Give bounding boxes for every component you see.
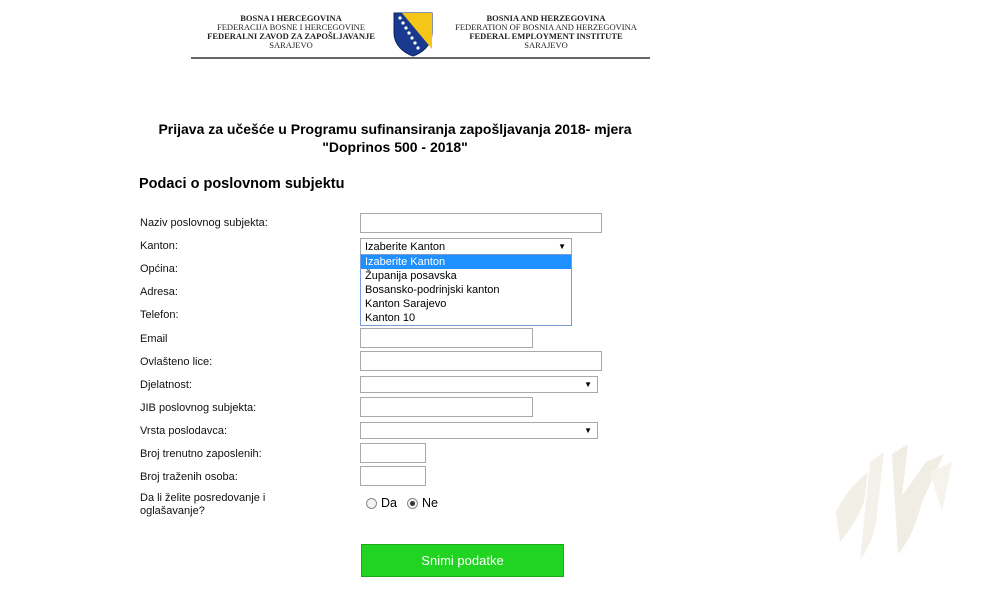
radio-ne[interactable] <box>407 498 418 509</box>
header-right-line: FEDERATION OF BOSNIA AND HERZEGOVINA <box>455 22 637 32</box>
radio-da-label: Da <box>381 496 397 510</box>
radio-ne-label: Ne <box>421 496 438 510</box>
header-divider <box>191 57 650 59</box>
bih-coat-of-arms-icon <box>392 11 434 57</box>
label-djelatnost: Djelatnost: <box>140 379 192 391</box>
watermark-logo-icon <box>826 432 966 572</box>
label-email: Email <box>140 333 168 345</box>
label-opcina: Općina: <box>140 263 178 275</box>
jib-input[interactable] <box>360 397 533 417</box>
naziv-input[interactable] <box>360 213 602 233</box>
kanton-option[interactable]: Bosansko-podrinjski kanton <box>365 284 500 296</box>
vrsta-poslodavca-select[interactable] <box>360 422 598 439</box>
label-vrsta-poslodavca: Vrsta poslodavca: <box>140 425 228 437</box>
title-line-2: "Doprinos 500 - 2018" <box>322 139 468 155</box>
header-right-line: SARAJEVO <box>524 40 568 50</box>
label-broj-trenutno: Broj trenutno zaposlenih: <box>140 448 262 460</box>
submit-button[interactable]: Snimi podatke <box>361 544 564 577</box>
email-input[interactable] <box>360 328 533 348</box>
label-posredovanje-line: Da li želite posredovanje i <box>140 492 266 504</box>
label-jib: JIB poslovnog subjekta: <box>140 402 257 414</box>
kanton-option[interactable]: Kanton Sarajevo <box>365 298 447 310</box>
label-telefon: Telefon: <box>140 309 179 321</box>
broj-trenutno-input[interactable] <box>360 443 426 463</box>
kanton-option[interactable]: Županija posavska <box>365 270 457 282</box>
kanton-dropdown-list[interactable] <box>360 254 572 326</box>
label-ovlasteno-lice: Ovlašteno lice: <box>140 356 213 368</box>
posredovanje-radio-group <box>366 496 438 510</box>
header-left-line: FEDERACIJA BOSNE I HERCEGOVINE <box>216 22 366 32</box>
label-broj-trazenih: Broj traženih osoba: <box>140 471 238 483</box>
page-title <box>140 120 650 156</box>
label-adresa: Adresa: <box>140 286 178 298</box>
title-line-1: Prijava za učešće u Programu sufinansiranja zapošljavanja 2018- mjera <box>158 121 632 137</box>
header-left-text <box>191 14 391 50</box>
label-kanton: Kanton: <box>140 240 178 252</box>
header-left-line: BOSNA I HERCEGOVINA <box>240 13 342 23</box>
label-posredovanje-line: oglašavanje? <box>140 505 205 517</box>
section-title: Podaci o poslovnom subjektu <box>139 176 345 192</box>
ovlasteno-lice-input[interactable] <box>360 351 602 371</box>
kanton-select[interactable] <box>360 238 572 255</box>
broj-trazenih-input[interactable] <box>360 466 426 486</box>
header-right-line: BOSNIA AND HERZEGOVINA <box>486 13 606 23</box>
kanton-option[interactable]: Kanton 10 <box>365 312 416 324</box>
radio-da[interactable] <box>366 498 377 509</box>
dropdown-arrow-icon: ▼ <box>558 242 566 251</box>
dropdown-arrow-icon: ▼ <box>584 380 592 389</box>
label-posredovanje <box>140 492 265 518</box>
kanton-select-value: Izaberite Kanton <box>365 241 446 253</box>
header-left-line: SARAJEVO <box>269 40 313 50</box>
djelatnost-select[interactable] <box>360 376 598 393</box>
label-naziv: Naziv poslovnog subjekta: <box>140 217 268 229</box>
header-right-line: FEDERAL EMPLOYMENT INSTITUTE <box>469 31 623 41</box>
dropdown-arrow-icon: ▼ <box>584 426 592 435</box>
kanton-option[interactable]: Izaberite Kanton <box>361 255 571 269</box>
page-header <box>191 0 650 60</box>
header-left-line: FEDERALNI ZAVOD ZA ZAPOŠLJAVANJE <box>207 31 375 41</box>
header-right-text <box>446 14 646 50</box>
